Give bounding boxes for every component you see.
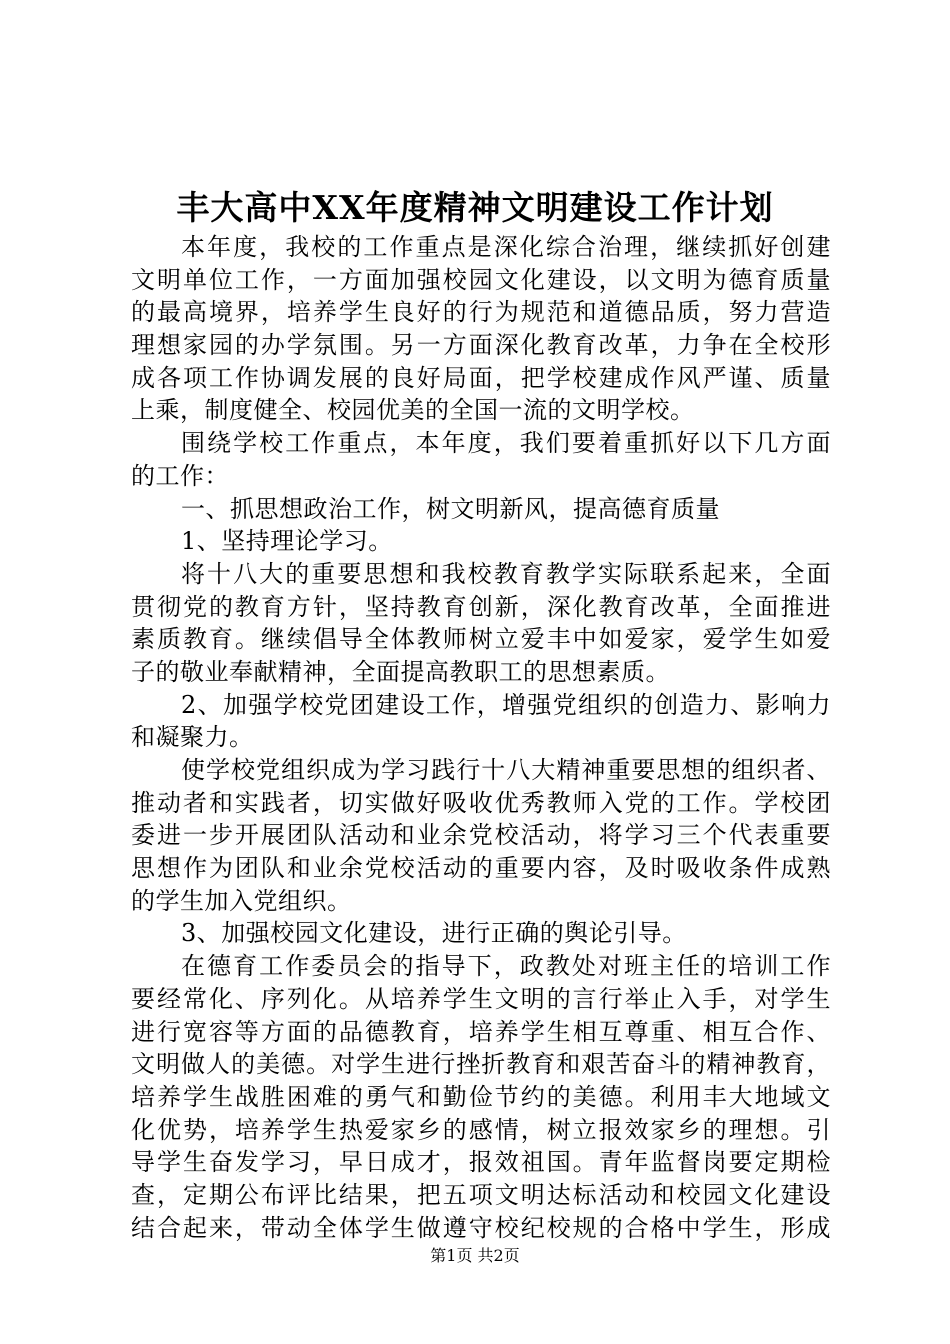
body-text-line: 子的敬业奉献精神，全面提高教职工的思想素质。 <box>131 657 670 686</box>
body-text-line: 的工作： <box>131 461 229 490</box>
body-text-line: 思想作为团队和业余党校活动的重要内容，及时吸收条件成熟 <box>131 854 831 883</box>
body-text-line: 要经常化、序列化。从培养学生文明的言行举止入手，对学生 <box>131 984 831 1013</box>
body-text-line: 成各项工作协调发展的良好局面，把学校建成作风严谨、质量 <box>131 363 831 392</box>
body-text-line: 理想家园的办学氛围。另一方面深化教育改革，力争在全校形 <box>131 331 831 360</box>
page-footer: 第1页 共2页 <box>430 1246 520 1265</box>
body-text-line: 素质教育。继续倡导全体教师树立爱丰中如爱家，爱学生如爱 <box>131 625 831 654</box>
body-text-line: 和凝聚力。 <box>131 723 254 752</box>
body-text-line: 文明做人的美德。对学生进行挫折教育和艰苦奋斗的精神教育， <box>131 1050 831 1079</box>
document-body <box>131 231 831 1244</box>
body-text-line: 一、抓思想政治工作，树文明新风，提高德育质量 <box>181 494 720 523</box>
body-text-line: 本年度，我校的工作重点是深化综合治理，继续抓好创建 <box>181 233 831 261</box>
body-text-line: 2、加强学校党团建设工作，增强党组织的创造力、影响力 <box>181 690 831 719</box>
body-text-line: 查，定期公布评比结果，把五项文明达标活动和校园文化建设 <box>131 1180 831 1209</box>
body-text-line: 3、加强校园文化建设，进行正确的舆论引导。 <box>181 919 687 948</box>
body-text-line: 的最高境界，培养学生良好的行为规范和道德品质，努力营造 <box>131 298 831 327</box>
body-text-line: 培养学生战胜困难的勇气和勤俭节约的美德。利用丰大地域文 <box>131 1082 831 1111</box>
body-text-line: 结合起来，带动全体学生做遵守校纪校规的合格中学生，形成 <box>131 1213 831 1242</box>
body-text-line: 贯彻党的教育方针，坚持教育创新，深化教育改革，全面推进 <box>131 592 831 621</box>
body-text-line: 推动者和实践者，切实做好吸收优秀教师入党的工作。学校团 <box>131 788 831 817</box>
body-text-line: 委进一步开展团队活动和业余党校活动，将学习三个代表重要 <box>131 821 831 850</box>
body-text-line: 上乘，制度健全、校园优美的全国一流的文明学校。 <box>131 396 695 425</box>
body-text-line: 在德育工作委员会的指导下，政教处对班主任的培训工作 <box>181 952 831 981</box>
body-text-line: 的学生加入党组织。 <box>131 886 352 915</box>
body-text-line: 使学校党组织成为学习践行十八大精神重要思想的组织者、 <box>181 756 831 784</box>
body-text-line: 将十八大的重要思想和我校教育教学实际联系起来，全面 <box>181 559 831 588</box>
body-text-line: 化优势，培养学生热爱家乡的感情，树立报效家乡的理想。引 <box>131 1115 831 1144</box>
body-text-line: 进行宽容等方面的品德教育，培养学生相互尊重、相互合作、 <box>131 1017 831 1046</box>
body-text-line: 导学生奋发学习，早日成才，报效祖国。青年监督岗要定期检 <box>131 1148 831 1177</box>
body-text-line: 1、坚持理论学习。 <box>181 527 393 556</box>
document-title: 丰大高中XX年度精神文明建设工作计划 <box>176 188 774 227</box>
body-text-line: 文明单位工作，一方面加强校园文化建设，以文明为德育质量 <box>131 265 831 294</box>
body-text-line: 围绕学校工作重点，本年度，我们要着重抓好以下几方面 <box>181 429 831 458</box>
